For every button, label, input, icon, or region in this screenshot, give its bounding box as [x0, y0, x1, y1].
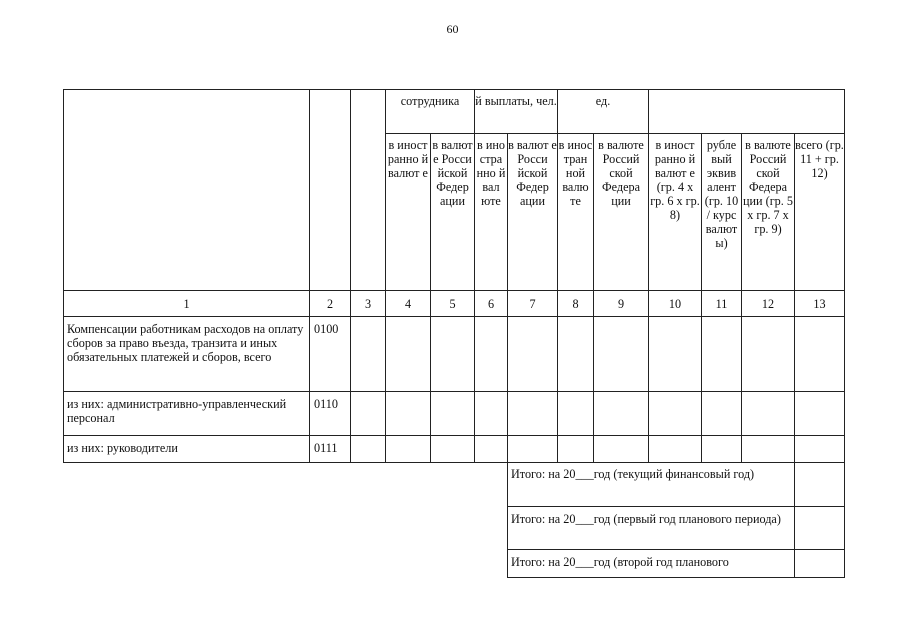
subheader-cell: в валют е Росси йской Федер ации [508, 134, 558, 291]
totals-row [508, 506, 845, 549]
data-cell[interactable] [594, 392, 649, 436]
totals-label: Итого: на 20___год (текущий финансовый год) [508, 462, 795, 506]
header-top-label: й выплаты, чел. [475, 90, 558, 134]
subheader-cell: в инос тран ной валю те [558, 134, 594, 291]
data-cell[interactable] [702, 436, 742, 463]
column-number-row [64, 291, 845, 317]
data-cell[interactable] [475, 317, 508, 392]
data-cell[interactable] [795, 317, 845, 392]
data-cell[interactable] [742, 392, 795, 436]
data-cell[interactable] [702, 317, 742, 392]
column-number: 4 [386, 291, 431, 317]
subheader-cell: в иност ранно й валют е [386, 134, 431, 291]
data-cell[interactable] [795, 436, 845, 463]
data-cell[interactable] [386, 317, 431, 392]
subheader-cell: в иност ранно й валют е (гр. 4 х гр. 6 х гр. 8) [649, 134, 702, 291]
column-number: 10 [649, 291, 702, 317]
data-cell[interactable] [431, 392, 475, 436]
column-number: 7 [508, 291, 558, 317]
column-number: 3 [351, 291, 386, 317]
subheader-cell: в ино стра нно й вал юте [475, 134, 508, 291]
data-cell[interactable] [558, 317, 594, 392]
data-cell[interactable] [594, 436, 649, 463]
totals-value-cell[interactable] [795, 462, 845, 506]
row-code: 0111 [310, 436, 351, 463]
data-cell[interactable] [649, 436, 702, 463]
subheader-cell: в валюте Россий ской Федера ции (гр. 5 х гр. 7 х гр. 9) [742, 134, 795, 291]
data-cell[interactable] [386, 436, 431, 463]
totals-value-cell[interactable] [795, 549, 845, 577]
table-row [64, 436, 845, 463]
row-code: 0100 [310, 317, 351, 392]
column-number: 5 [431, 291, 475, 317]
header-cell-empty [310, 90, 351, 291]
main-table [63, 89, 845, 463]
row-label: из них: административно-управленческий персонал [64, 392, 310, 436]
totals-row [508, 549, 845, 577]
data-cell[interactable] [475, 436, 508, 463]
data-cell[interactable] [431, 317, 475, 392]
totals-value-cell[interactable] [795, 506, 845, 549]
totals-table [507, 462, 845, 578]
row-label: из них: руководители [64, 436, 310, 463]
column-number: 11 [702, 291, 742, 317]
column-number: 2 [310, 291, 351, 317]
page-number: 60 [446, 22, 459, 36]
table-row [64, 392, 845, 436]
totals-row [508, 462, 845, 506]
data-cell[interactable] [431, 436, 475, 463]
header-cell-empty [351, 90, 386, 291]
header-top-label: сотрудника [386, 90, 475, 134]
totals-label: Итого: на 20___год (первый год планового периода) [508, 506, 795, 549]
data-cell[interactable] [742, 436, 795, 463]
column-number: 12 [742, 291, 795, 317]
data-cell[interactable] [351, 317, 386, 392]
column-number: 13 [795, 291, 845, 317]
subheader-cell: рубле вый эквив алент (гр. 10 / курс валют ы) [702, 134, 742, 291]
data-cell[interactable] [351, 436, 386, 463]
data-cell[interactable] [795, 392, 845, 436]
row-label: Компенсации работникам расходов на оплату сборов за право въезда, транзита и иных обязательных платежей и сборов, всего [64, 317, 310, 392]
data-cell[interactable] [742, 317, 795, 392]
subheader-cell: всего (гр. 11 + гр. 12) [795, 134, 845, 291]
subheader-cell: в валюте Россий ской Федера ции [594, 134, 649, 291]
subheader-cell: в валют е Росси йской Федер ации [431, 134, 475, 291]
header-cell-empty [64, 90, 310, 291]
column-number: 9 [594, 291, 649, 317]
data-cell[interactable] [508, 436, 558, 463]
data-cell[interactable] [351, 392, 386, 436]
header-cell-empty [649, 90, 845, 134]
totals-label: Итого: на 20___год (второй год планового [508, 549, 795, 577]
data-cell[interactable] [649, 392, 702, 436]
data-cell[interactable] [649, 317, 702, 392]
data-cell[interactable] [558, 392, 594, 436]
data-cell[interactable] [475, 392, 508, 436]
column-number: 1 [64, 291, 310, 317]
data-cell[interactable] [594, 317, 649, 392]
header-top-label: ед. [558, 90, 649, 134]
row-code: 0110 [310, 392, 351, 436]
data-cell[interactable] [508, 392, 558, 436]
data-cell[interactable] [702, 392, 742, 436]
data-cell[interactable] [508, 317, 558, 392]
header-row-top [64, 90, 845, 134]
data-cell[interactable] [558, 436, 594, 463]
data-cell[interactable] [386, 392, 431, 436]
column-number: 6 [475, 291, 508, 317]
column-number: 8 [558, 291, 594, 317]
table-row [64, 317, 845, 392]
